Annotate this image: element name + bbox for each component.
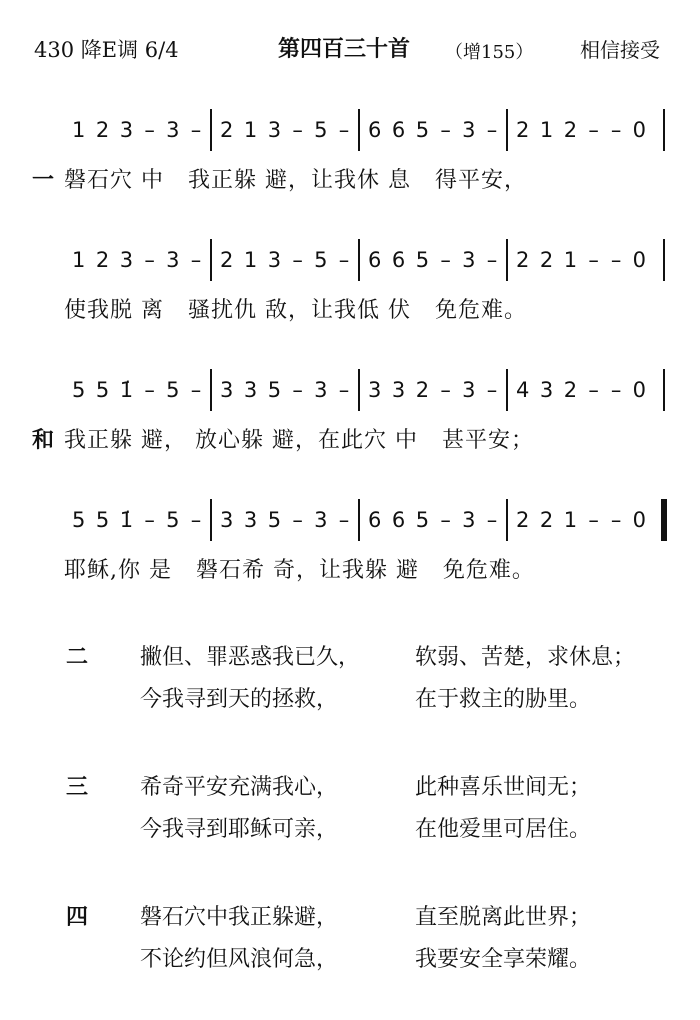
barline — [210, 109, 212, 151]
dash-note: – — [338, 248, 350, 272]
note: 2 — [415, 378, 430, 402]
verse-line: 今我寻到天的拯救， — [140, 687, 339, 712]
note: 5 — [267, 508, 282, 532]
note: 1 — [563, 508, 578, 532]
note: 3 — [119, 248, 134, 272]
note: 3 — [243, 508, 258, 532]
measure — [368, 235, 498, 285]
hymn-theme: 相信接受 — [580, 38, 660, 62]
note: 6 — [391, 248, 406, 272]
hymn-title: 第四百三十首 — [278, 37, 411, 62]
dash-note: – — [338, 508, 350, 532]
note: 5 — [166, 378, 180, 402]
dash-note: – — [292, 508, 303, 532]
measure — [72, 365, 202, 415]
verse-number: 二 — [66, 645, 89, 670]
dash-note: – — [292, 248, 303, 272]
note: 5 — [415, 248, 430, 272]
verse-line: 撇但、罪恶惑我已久， — [140, 645, 361, 670]
note: 3 — [119, 118, 134, 142]
verse-line: 直至脱离此世界； — [415, 905, 592, 930]
dash-note: – — [440, 118, 451, 142]
note: 5 — [166, 508, 180, 532]
note: 0 — [632, 378, 646, 402]
note: 2 — [539, 248, 554, 272]
note: 3 — [462, 248, 476, 272]
dash-note: – — [588, 118, 599, 142]
lyric-line-4 — [32, 553, 535, 593]
verse-line: 今我寻到耶稣可亲， — [140, 817, 339, 842]
dash-note: – — [588, 508, 599, 532]
verse-line: 我要安全享荣耀。 — [415, 947, 592, 972]
note: 3 — [539, 378, 554, 402]
measure — [220, 495, 350, 545]
dash-note: – — [144, 378, 155, 402]
note: 5 — [72, 508, 86, 532]
dash-note: – — [440, 248, 451, 272]
measure — [516, 365, 646, 415]
note: 5 — [415, 508, 430, 532]
verse-line: 软弱、苦楚，求休息； — [415, 645, 636, 670]
dash-note: – — [486, 508, 498, 532]
note: 5 — [95, 508, 110, 532]
dash-note: – — [190, 378, 202, 402]
measure — [220, 105, 350, 155]
note: 3 — [462, 118, 476, 142]
lyric-text: 我正躲 避， 放心躲 避，在此穴 中 甚平安； — [64, 428, 534, 453]
note: 0 — [632, 508, 646, 532]
note: 2 — [220, 248, 234, 272]
barline — [210, 369, 212, 411]
note: 2 — [563, 378, 578, 402]
note: 3 — [166, 248, 180, 272]
note: 3 — [314, 378, 328, 402]
measure — [516, 495, 646, 545]
dash-note: – — [338, 118, 350, 142]
dash-note: – — [486, 118, 498, 142]
dash-note: – — [610, 248, 622, 272]
measure — [368, 495, 498, 545]
note: 2 — [95, 248, 110, 272]
note: 6 — [391, 508, 406, 532]
final-barline — [661, 499, 667, 541]
music-system-2 — [0, 235, 700, 285]
note: 4 — [516, 378, 530, 402]
note: 2 — [516, 248, 530, 272]
note: 3 — [314, 508, 328, 532]
note: 3 — [220, 378, 234, 402]
note: 5 — [314, 118, 328, 142]
barline — [210, 499, 212, 541]
note: 2 — [516, 118, 530, 142]
measure — [220, 235, 350, 285]
hymn-number-key-meter: 430 降E调 6/4 — [34, 38, 179, 62]
dash-note: – — [440, 378, 451, 402]
hymn-subtitle: （增155） — [445, 42, 534, 63]
note: 5 — [267, 378, 282, 402]
dash-note: – — [610, 508, 622, 532]
note: 3 — [462, 508, 476, 532]
note: 6 — [368, 118, 382, 142]
barline — [358, 499, 360, 541]
verse-number: 三 — [66, 775, 89, 800]
note: 2 — [95, 118, 110, 142]
dash-note: – — [292, 378, 303, 402]
dash-note: – — [292, 118, 303, 142]
note: 1 — [243, 118, 258, 142]
note: 6 — [368, 248, 382, 272]
note: 3 — [267, 118, 282, 142]
note: 5 — [72, 378, 86, 402]
note: 3 — [391, 378, 406, 402]
verse-number: 四 — [66, 905, 89, 930]
dash-note: – — [338, 378, 350, 402]
note: 2 — [516, 508, 530, 532]
verse-line: 不论约但风浪何急， — [140, 947, 339, 972]
dash-note: – — [588, 378, 599, 402]
music-system-4 — [0, 495, 700, 545]
note: 1̇ — [119, 378, 134, 402]
dash-note: – — [144, 508, 155, 532]
note: 3 — [462, 378, 476, 402]
note: 6 — [368, 508, 382, 532]
barline — [358, 239, 360, 281]
note: 0 — [632, 248, 646, 272]
dash-note: – — [190, 118, 202, 142]
lyric-line-2 — [32, 293, 527, 333]
note: 5 — [415, 118, 430, 142]
dash-note: – — [610, 118, 622, 142]
dash-note: – — [486, 378, 498, 402]
verse-line: 希奇平安充满我心， — [140, 775, 339, 800]
note: 2 — [563, 118, 578, 142]
verse-line: 此种喜乐世间无； — [415, 775, 592, 800]
dash-note: – — [486, 248, 498, 272]
verse-line: 在于救主的胁里。 — [415, 687, 592, 712]
note: 5 — [95, 378, 110, 402]
measure — [72, 105, 202, 155]
note: 2 — [539, 508, 554, 532]
measure — [72, 495, 202, 545]
note: 6 — [391, 118, 406, 142]
dash-note: – — [144, 248, 155, 272]
barline — [506, 109, 508, 151]
barline — [663, 109, 665, 151]
music-system-1 — [0, 105, 700, 155]
verse-marker: 和 — [32, 427, 56, 453]
barline — [506, 369, 508, 411]
dash-note: – — [588, 248, 599, 272]
barline — [663, 239, 665, 281]
note: 2 — [220, 118, 234, 142]
lyric-text: 耶稣,你 是 磐石希 奇，让我躲 避 免危难。 — [64, 558, 535, 583]
note: 0 — [632, 118, 646, 142]
note: 3 — [267, 248, 282, 272]
lyric-text: 使我脱 离 骚扰仇 敌，让我低 伏 免危难。 — [64, 298, 527, 323]
dash-note: – — [440, 508, 451, 532]
measure — [516, 235, 646, 285]
barline — [358, 109, 360, 151]
measure — [220, 365, 350, 415]
note: 5 — [314, 248, 328, 272]
note: 1 — [72, 248, 86, 272]
measure — [516, 105, 646, 155]
measure — [368, 365, 498, 415]
barline — [663, 369, 665, 411]
lyric-text: 磐石穴 中 我正躲 避，让我休 息 得平安， — [64, 168, 527, 193]
dash-note: – — [190, 248, 202, 272]
verse-line: 在他爱里可居住。 — [415, 817, 592, 842]
music-system-3 — [0, 365, 700, 415]
note: 1 — [539, 118, 554, 142]
dash-note: – — [190, 508, 202, 532]
verse-line: 磐石穴中我正躲避， — [140, 905, 339, 930]
note: 3 — [368, 378, 382, 402]
barline — [358, 369, 360, 411]
lyric-line-3 — [32, 423, 534, 463]
measure — [368, 105, 498, 155]
barline — [210, 239, 212, 281]
note: 1̇ — [119, 508, 134, 532]
barline — [506, 239, 508, 281]
note: 1 — [563, 248, 578, 272]
dash-note: – — [144, 118, 155, 142]
note: 3 — [220, 508, 234, 532]
measure — [72, 235, 202, 285]
note: 1 — [243, 248, 258, 272]
note: 3 — [243, 378, 258, 402]
note: 1 — [72, 118, 86, 142]
barline — [506, 499, 508, 541]
lyric-line-1 — [32, 163, 527, 203]
note: 3 — [166, 118, 180, 142]
dash-note: – — [610, 378, 622, 402]
verse-marker: 一 — [32, 167, 56, 193]
